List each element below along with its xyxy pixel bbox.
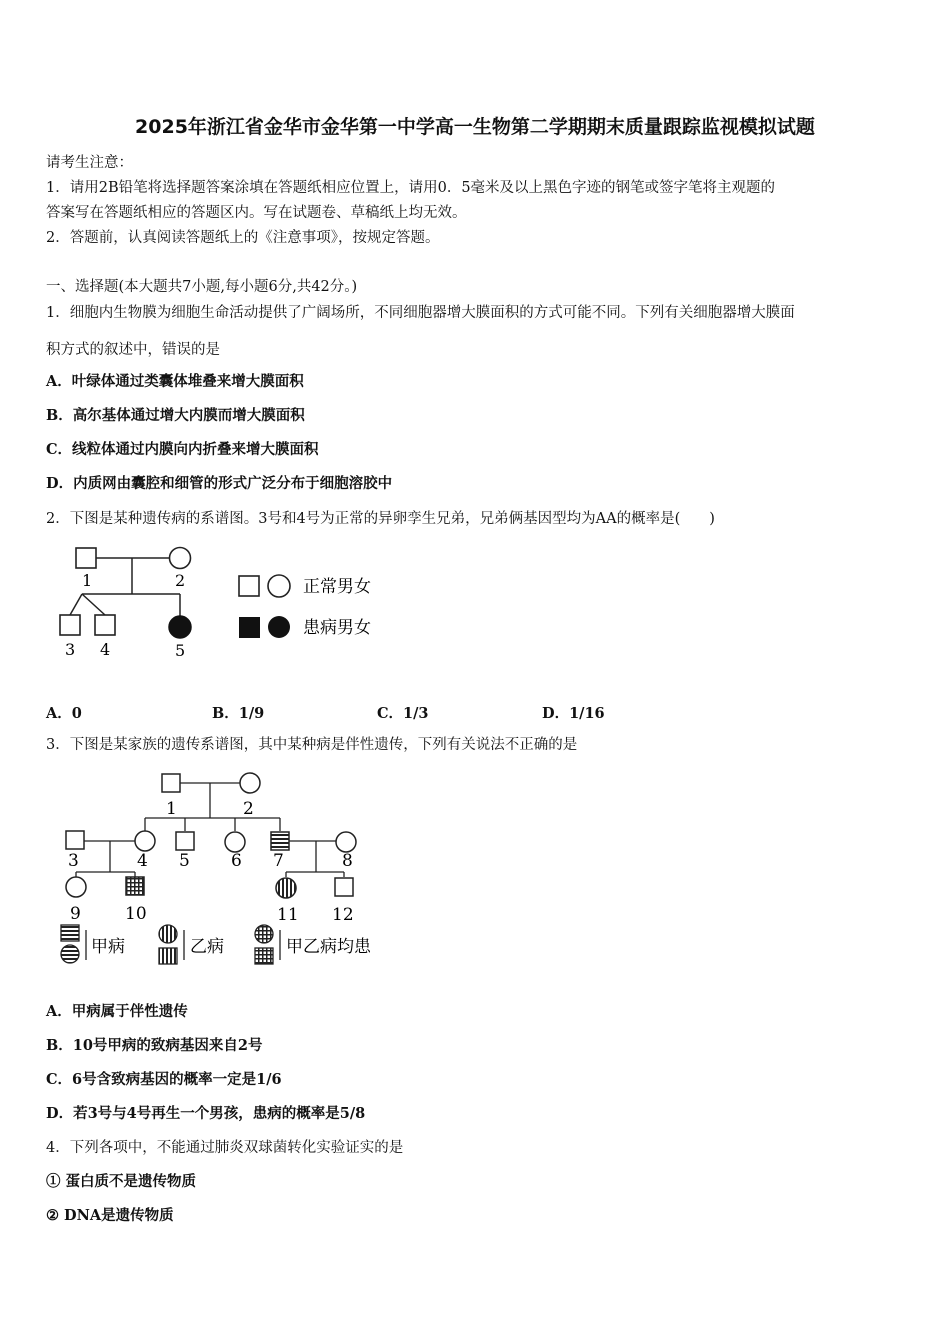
notice-item1-line1: 1．请用2B铅笔将选择题答案涂填在答题纸相应位置上，请用0．5毫米及以上黑色字迹的钢笔或签字笔将主观题的: [46, 180, 776, 196]
q3-person-12: [335, 878, 353, 896]
q3-label-12: 12: [332, 905, 354, 925]
q3-label-8: 8: [342, 851, 353, 871]
q3-option-a: A．甲病属于伴性遗传: [46, 1003, 188, 1020]
q1-option-b: B．高尔基体通过增大内膜而增大膜面积: [46, 407, 305, 424]
legend-both-male-icon: [255, 948, 273, 964]
pedigree-label-4: 4: [100, 640, 111, 659]
q3-person-10: [126, 877, 144, 895]
pedigree-label-2: 2: [175, 571, 186, 590]
q3-person-3: [66, 831, 84, 849]
legend-jia-label: 甲病: [91, 937, 125, 957]
pedigree-male-3: [60, 615, 80, 635]
q3-person-9: [66, 877, 86, 897]
q4-item-1: ① 蛋白质不是遗传物质: [46, 1173, 197, 1190]
q3-person-7: [271, 832, 289, 850]
notice-item1-line2: 答案写在答题纸相应的答题区内。写在试题卷、草稿纸上均无效。: [46, 205, 467, 221]
q1-stem-line1: 1．细胞内生物膜为细胞生命活动提供了广阔场所，不同细胞器增大膜面积的方式可能不同。下列有关细胞器增大膜面: [46, 305, 795, 321]
legend-yi-label: 乙病: [190, 937, 224, 957]
q1-option-c: C．线粒体通过内膜向内折叠来增大膜面积: [46, 441, 319, 458]
section-heading: 一、选择题(本大题共7小题,每小题6分,共42分。): [46, 279, 358, 295]
q2-option-d: D．1/16: [542, 705, 605, 722]
q3-label-3: 3: [68, 851, 79, 871]
q3-stem: 3．下图是某家族的遗传系谱图，其中某种病是伴性遗传，下列有关说法不正确的是: [46, 737, 578, 753]
pedigree-label-1: 1: [82, 571, 93, 590]
legend-normal-female-icon: [268, 575, 290, 597]
q3-label-6: 6: [231, 851, 242, 871]
q3-label-9: 9: [70, 904, 81, 924]
q3-person-5: [176, 832, 194, 850]
q1-option-a: A．叶绿体通过类囊体堆叠来增大膜面积: [46, 373, 304, 390]
legend-both-female-icon: [255, 925, 273, 943]
q3-label-7: 7: [273, 851, 284, 871]
q1-stem-line2: 积方式的叙述中，错误的是: [46, 342, 220, 358]
legend-normal-male-icon: [239, 576, 259, 596]
q4-stem: 4．下列各项中，不能通过肺炎双球菌转化实验证实的是: [46, 1140, 404, 1156]
q4-item-2: ② DNA是遗传物质: [46, 1207, 174, 1224]
q3-person-11: [276, 878, 296, 898]
q3-option-b: B．10号甲病的致病基因来自2号: [46, 1037, 263, 1054]
q3-label-5: 5: [179, 851, 190, 871]
legend-jia-male-icon: [61, 925, 79, 941]
legend-yi-female-icon: [159, 925, 177, 943]
legend-affected-label: 患病男女: [303, 618, 371, 638]
q2-option-a: A．0: [46, 705, 82, 722]
pedigree-affected-female-5: [169, 616, 191, 638]
q3-person-8: [336, 832, 356, 852]
pedigree-female-2: [170, 548, 191, 569]
q3-person-4: [135, 831, 155, 851]
legend-both-label: 甲乙病均患: [286, 937, 371, 957]
notice-heading: 请考生注意：: [46, 155, 133, 171]
q3-label-11: 11: [277, 905, 299, 925]
q3-label-10: 10: [125, 904, 147, 924]
pedigree-label-5: 5: [175, 641, 186, 660]
q3-person-6: [225, 832, 245, 852]
q2-option-b: B．1/9: [212, 705, 265, 722]
pedigree-male-1: [76, 548, 96, 568]
q2-option-c: C．1/3: [377, 705, 429, 722]
q3-pedigree-diagram: [46, 762, 406, 977]
q3-option-d: D．若3号与4号再生一个男孩，患病的概率是5/8: [46, 1105, 366, 1122]
q3-label-2: 2: [243, 799, 254, 819]
q3-label-1: 1: [166, 799, 177, 819]
q3-person-2: [240, 773, 260, 793]
legend-affected-male-icon: [239, 617, 260, 638]
legend-normal-label: 正常男女: [303, 577, 371, 597]
q3-label-4: 4: [137, 851, 148, 871]
pedigree-male-4: [95, 615, 115, 635]
q3-option-c: C．6号含致病基因的概率一定是1/6: [46, 1071, 282, 1088]
q3-person-1: [162, 774, 180, 792]
legend-affected-female-icon: [268, 616, 290, 638]
pedigree-label-3: 3: [65, 640, 76, 659]
q2-pedigree-diagram: [46, 538, 406, 668]
q2-stem: 2．下图是某种遗传病的系谱图。3号和4号为正常的异卵孪生兄弟，兄弟俩基因型均为AA的概率是( ): [46, 511, 715, 527]
q1-option-d: D．内质网由囊腔和细管的形式广泛分布于细胞溶胶中: [46, 475, 393, 492]
exam-title: 2025年浙江省金华市金华第一中学高一生物第二学期期末质量跟踪监视模拟试题: [135, 116, 815, 138]
legend-yi-male-icon: [159, 948, 177, 964]
legend-jia-female-icon: [61, 945, 79, 963]
notice-item2: 2．答题前，认真阅读答题纸上的《注意事项》，按规定答题。: [46, 230, 440, 246]
